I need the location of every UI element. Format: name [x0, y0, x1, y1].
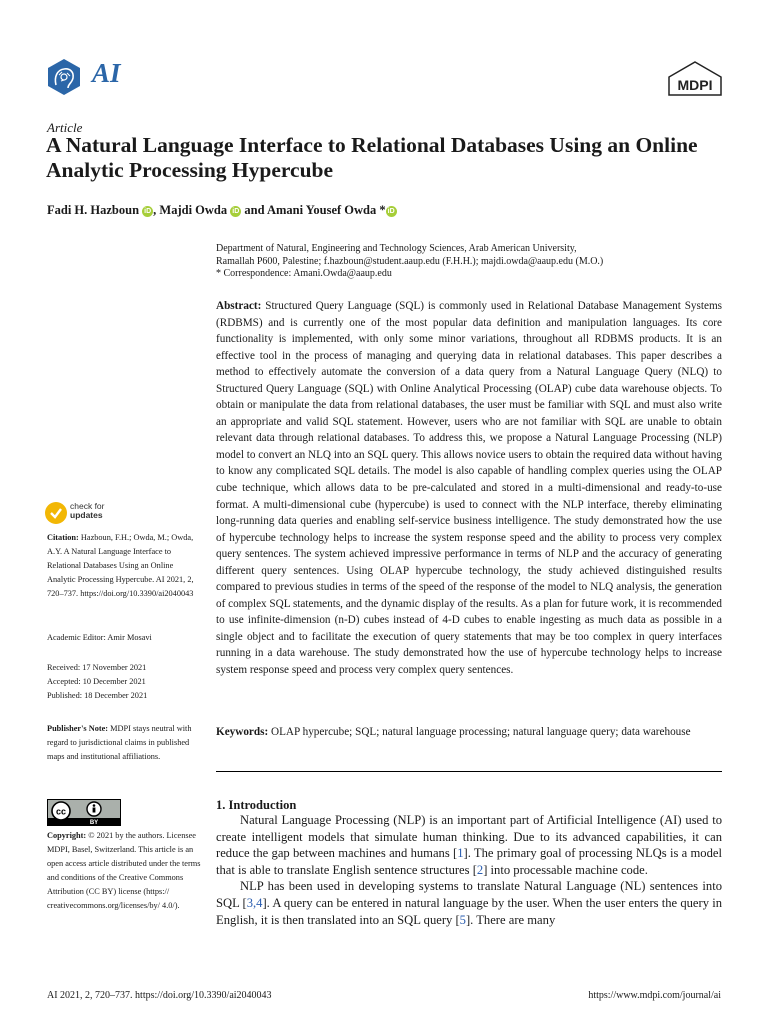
cc-by-icon [48, 800, 120, 825]
affiliation-line: Ramallah P600, Palestine; f.hazboun@student.aaup.edu (F.H.H.); majdi.owda@aaup.edu (M.O.) [216, 255, 604, 267]
academic-editor: Academic Editor: Amir Mosavi [47, 633, 152, 642]
paragraph: Natural Language Processing (NLP) is an important part of Artificial Intelligence (AI) used to create intelligent models that simulate human thinking. Due to its advanced capabilities, it can reduce the gap between machines and humans [1]. The primary goal of processing NLQs is a model that is able to translate English sentence structures [2] into processable machine code. [216, 813, 722, 877]
keywords [216, 724, 722, 741]
footer-journal-url[interactable]: https://www.mdpi.com/journal/ai [588, 990, 721, 1001]
copyright-text: © 2021 by the authors. Licensee MDPI, Basel, Switzerland. This article is an open access article distributed under the terms and conditions of the Creative Commons Attribution (CC BY) license (https:// creativecommons.org/licenses/by/ 4.0/). [47, 831, 201, 910]
check-updates-line2: updates [70, 510, 103, 520]
citation-text: Hazboun, F.H.; Owda, M.; Owda, A.Y. A Natural Language Interface to Relational Databases Using an Online Analytic Processing Hypercube. AI 2021, 2, 720–737. https://doi.org/10.3390/ai2040043 [47, 533, 194, 598]
author-name[interactable]: Fadi H. Hazboun [47, 203, 140, 217]
citation-label: Citation: [47, 533, 79, 542]
publisher-name: MDPI [677, 77, 713, 93]
publisher-note [47, 722, 202, 764]
paper-title: A Natural Language Interface to Relational Databases Using an Online Analytic Processing Hypercube [46, 133, 698, 182]
publisher-note-text: MDPI stays neutral with regard to jurisdictional claims in published maps and institutional affiliations. [47, 724, 192, 761]
affiliation-line: Department of Natural, Engineering and Technology Sciences, Arab American University, [216, 243, 577, 254]
citation-link[interactable]: 5 [459, 912, 466, 927]
received-date: Received: 17 November 2021 [47, 663, 147, 672]
journal-logo[interactable] [44, 57, 154, 97]
journal-emblem-icon [44, 57, 84, 97]
citation-link[interactable]: 1 [457, 846, 464, 861]
orcid-icon[interactable]: iD [144, 208, 152, 215]
author-separator: and [241, 203, 267, 217]
affiliation [216, 243, 736, 281]
copyright [47, 829, 202, 913]
abstract-text: Structured Query Language (SQL) is commonly used in Relational Database Management Systems (RDBMS) and is currently one of the most popular data definition and manipulation languages. Its core functionality is implemented, with only some minor variations, throughout all RDBMS products. It is an effective tool in the process of managing and querying data in relational databases. This paper describes a method to effectively automate the conversion of a data query from a Natural Language Query (NLQ) to Structured Query Language (SQL) with Online Analytical Processing (OLAP) cube data warehouse objects. To obtain or manipulate the data from relational databases, the user must be familiar with SQL and must also write an appropriate and valid SQL statement. However, users who are not familiar with SQL are unable to obtain relevant data through relational databases. To address this, we propose a Natural Language Processing (NLP) model to convert an NLQ into an SQL query. This allows novice users to obtain the required data without having to know any complicated SQL details. The model is also capable of handling complex queries using the OLAP cube technique, which allows data to be pre-calculated and stored in a multi-dimensional and ready-to-use format. A multi-dimensional cube (hypercube) is used to connect with the NLP interface, thereby eliminating long-running data queries and enabling self-service business intelligence. The study demonstrated how the use of hypercube technology helps to increase the system response speed and the ability to process very complex query sentences. The system achieved impressive performance in terms of NLP and the accuracy of generating different query sentences. Using OLAP hypercube technology, the study achieved distinguished results compared to previous studies in terms of the speed of the response of the model to NLQ analysis, the generation of complex SQL statements, and the dynamic display of the results. As a plan for future work, it is recommended to use infinite-dimension (n-D) cubes instead of 4-D cubes to enable ingesting as much data as possible in a single object and to facilitate the execution of query statements that may be too complex in query interfaces running in a data warehouse. The study demonstrated how the use of hypercube technology helps to increase system response speed and process very complex query sentences. [216, 300, 723, 677]
abstract [216, 298, 722, 679]
orcid-icon[interactable]: iD [387, 208, 395, 215]
journal-name: AI [92, 58, 121, 88]
author-list [47, 203, 397, 218]
check-updates-line1: check for [70, 501, 105, 511]
orcid-icon[interactable]: iD [232, 208, 240, 215]
divider [216, 771, 722, 772]
cc-by-license-badge[interactable] [47, 799, 121, 826]
correspondence: * Correspondence: Amani.Owda@aaup.edu [216, 268, 392, 280]
introduction-body [216, 812, 722, 928]
author-separator: , [153, 203, 160, 217]
accepted-date: Accepted: 10 December 2021 [47, 677, 146, 686]
section-heading: 1. Introduction [216, 798, 297, 812]
license-badge-text: BY [89, 820, 99, 825]
citation-link[interactable]: 2 [476, 862, 484, 877]
svg-text:cc: cc [55, 806, 67, 817]
mdpi-logo-icon [666, 60, 724, 98]
author-name[interactable]: Majdi Owda [159, 203, 228, 217]
abstract-label: Abstract: [216, 300, 262, 312]
citation-link[interactable]: 3,4 [246, 895, 263, 910]
published-date: Published: 18 December 2021 [47, 691, 148, 700]
paragraph: NLP has been used in developing systems to translate Natural Language (NL) sentences into SQL [3,4]. A query can be entered in natural language by the user. When the user enters the query in English, it is then translated into an SQL query [5]. There are many [216, 879, 723, 927]
article-type: Article [47, 120, 83, 135]
check-for-updates-button[interactable] [44, 500, 134, 526]
publisher-note-label: Publisher's Note: [47, 724, 109, 733]
footer-citation: AI 2021, 2, 720–737. https://doi.org/10.3390/ai2040043 [47, 990, 272, 1001]
check-updates-icon [44, 501, 68, 525]
citation [47, 531, 202, 601]
copyright-label: Copyright: [47, 831, 87, 840]
keywords-text: OLAP hypercube; SQL; natural language processing; natural language query; data warehouse [271, 726, 691, 738]
mdpi-logo[interactable] [666, 60, 724, 98]
keywords-label: Keywords: [216, 726, 269, 738]
author-name[interactable]: Amani Yousef Owda * [266, 203, 386, 217]
